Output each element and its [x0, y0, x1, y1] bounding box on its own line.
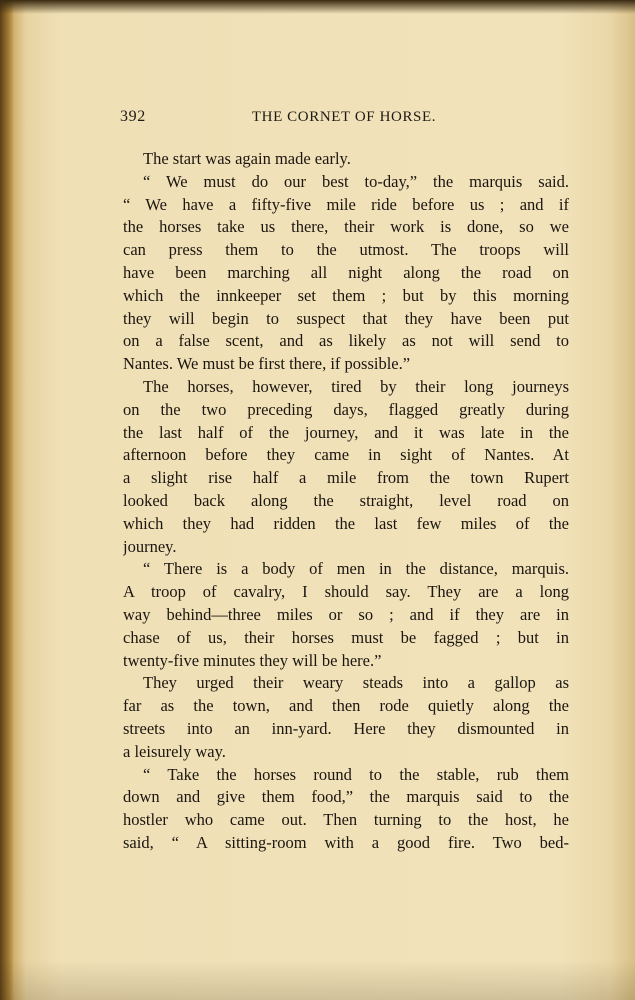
text-line: The start was again made early.	[143, 149, 351, 168]
text-line: far as the town, and then rode quietly along the	[123, 696, 569, 716]
text-line: streets into an inn-yard. Here they dismounted in	[123, 718, 569, 738]
page-number: 392	[120, 108, 146, 125]
text-line: the horses take us there, their work is done, so we	[123, 217, 569, 237]
text-line: on a false scent, and as likely as not will send to	[123, 331, 569, 351]
text-line: down and give them food,” the marquis said to the	[123, 787, 569, 807]
text-line: a leisurely way.	[123, 741, 226, 761]
text-line: “ We have a fifty-five mile ride before us ; and if	[123, 194, 569, 214]
text-line: afternoon before they came in sight of Nantes. At	[123, 445, 569, 465]
text-line: on the two preceding days, flagged greatly during	[123, 399, 569, 419]
running-head: THE CORNET OF HORSE.	[251, 109, 437, 125]
text-line: they will begin to suspect that they have been put	[123, 308, 569, 328]
text-line: hostler who came out. Then turning to the host, he	[123, 810, 569, 830]
text-line: which the innkeeper set them ; but by this morning	[123, 285, 569, 305]
text-line: which they had ridden the last few miles of the	[123, 513, 569, 533]
top-edge-shadow	[0, 0, 635, 14]
text-line: can press them to the utmost. The troops will	[123, 240, 569, 260]
text-line: A troop of cavalry, I should say. They are a long	[123, 582, 569, 602]
text-line: They urged their weary steads into a gallop as	[143, 673, 569, 693]
text-line: twenty-five minutes they will be here.”	[123, 650, 382, 670]
text-line: have been marching all night along the road on	[123, 262, 569, 282]
body-text	[123, 148, 569, 855]
text-line: way behind—three miles or so ; and if they are in	[123, 604, 569, 624]
text-line: looked back along the straight, level road on	[123, 490, 569, 510]
text-line: said, “ A sitting-room with a good fire. Two bed-	[123, 832, 569, 852]
text-line: “ We must do our best to-day,” the marquis said.	[143, 171, 569, 191]
text-line: The horses, however, tired by their long journeys	[143, 376, 569, 396]
text-line: “ There is a body of men in the distance, marquis.	[143, 559, 569, 579]
text-line: chase of us, their horses must be fagged ; but in	[123, 627, 569, 647]
text-line: a slight rise half a mile from the town Rupert	[123, 468, 569, 488]
book-spine-shadow	[0, 0, 14, 1000]
text-line: journey.	[123, 536, 177, 556]
page-header	[120, 108, 568, 130]
text-line: the last half of the journey, and it was late in the	[123, 422, 569, 442]
text-line: Nantes. We must be first there, if possible.”	[123, 354, 411, 374]
text-line: “ Take the horses round to the stable, rub them	[143, 764, 569, 784]
